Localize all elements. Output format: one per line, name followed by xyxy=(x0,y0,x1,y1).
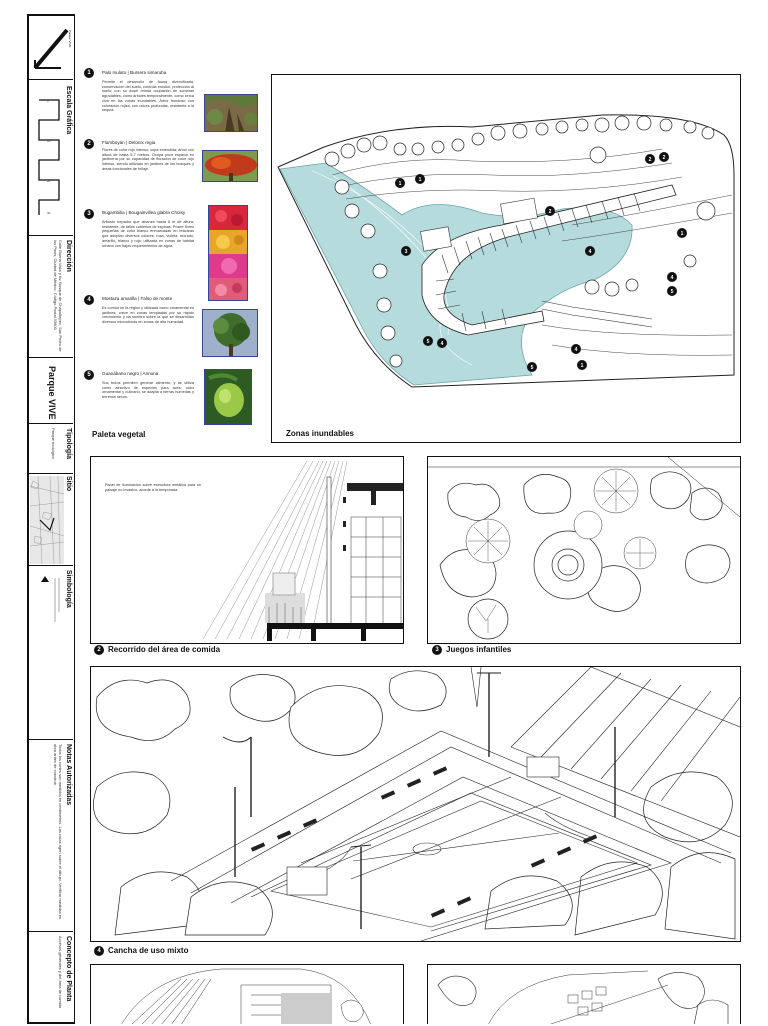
cancha-caption: Cancha de uso mixto xyxy=(108,946,189,955)
guanabano-photo xyxy=(204,369,252,425)
zone-marker-label: 2 xyxy=(662,154,666,161)
juegos-caption: Juegos infantiles xyxy=(446,645,512,654)
escala-cell xyxy=(29,80,73,236)
bottom-right-frame xyxy=(427,964,741,1024)
notas-label: Notas Autorizadas xyxy=(65,744,72,806)
escala-label: Escala Gráfica xyxy=(65,86,72,135)
svg-text:Parque VIVE: Parque VIVE xyxy=(68,30,72,48)
concepto-text: Accesos generales y del área de comida xyxy=(58,936,63,1009)
cancha-frame xyxy=(90,666,741,942)
mostaza-photo xyxy=(202,309,258,357)
svg-text:10: 10 xyxy=(47,139,51,143)
palette-marker: 3 xyxy=(84,209,94,219)
direccion-cell xyxy=(29,236,73,358)
recorrido-note: Panel de iluminación sobre estructura metálica para un paisaje no invasivo, acorde a la temporada. xyxy=(105,483,201,492)
zone-marker-label: 4 xyxy=(588,248,592,255)
palo-mulato-photo xyxy=(204,94,258,132)
project-title-cell xyxy=(29,358,73,424)
palette-item-desc: Arbusto trepador que alcanza hasta 8 m de altura; resistente, de tallos cubiertos de espinas. Posee flores pequeñas de color blanco enmarcadas en brácteas que adoptan diversos colores: rosa, violeta, morado, amarillo, blanco y rojo; utilizada en zonas de hábitat urbano con bajos requerimientos de agua. xyxy=(102,220,194,248)
zone-marker-label: 1 xyxy=(580,362,584,369)
notas-cell xyxy=(29,740,73,932)
project-title: Parque VIVE xyxy=(47,366,57,420)
concepto-label: Concepto de Planta xyxy=(65,936,72,1002)
zone-marker-label: 1 xyxy=(680,230,684,237)
juegos-marker: 3 xyxy=(432,645,442,655)
simbologia-cell xyxy=(29,566,73,740)
palette-item-title: Palo mulato | Bursera simaruba xyxy=(102,70,167,75)
site-location-map xyxy=(30,476,64,564)
zone-marker-label: 4 xyxy=(670,274,674,281)
zone-marker-label: 3 xyxy=(404,248,408,255)
zonas-inundables-frame xyxy=(271,74,741,443)
north-arrow-icon xyxy=(33,572,63,632)
juegos-plan-drawing xyxy=(428,457,740,643)
palette-caption: Paleta vegetal xyxy=(92,430,146,439)
zone-marker-label: 2 xyxy=(648,156,652,163)
palette-marker: 1 xyxy=(84,68,94,78)
direccion-text: Calle Buena Vista y Av. Bosque de Chapultepec, San Pedro de los Pinos, Ciudad de México. Código Postal 03800 xyxy=(53,240,63,353)
flamboyan-photo xyxy=(202,150,258,182)
svg-text:0: 0 xyxy=(47,99,49,103)
notas-text: Todos los cortes son medidos en centímetros. Las cotas rigen sobre el dibujo. Verificar medidas en obra antes de construir. xyxy=(53,744,63,921)
zone-marker-label: 5 xyxy=(530,364,534,371)
palette-item-desc: Flores de color rojo intenso; copa extendida; árbol con altura de hasta 5-7 metros. Ocupa poco espacio en jardinería por su capacidad de floración de color rojo intenso, siendo utilizado en jardines de los bosques y áreas funcionales de follaje. xyxy=(102,148,194,171)
zone-marker-label: 1 xyxy=(418,176,422,183)
recorrido-caption: Recorrido del área de comida xyxy=(108,645,221,654)
tipologia-cell xyxy=(29,424,73,474)
palette-item-desc: Sus frutos permiten generar alimento, y se utiliza como atractivo de especies para aves; valor ornamental y culinario; se adapta a tierras húmedas y terrenos secos. xyxy=(102,381,194,400)
zonas-caption: Zonas inundables xyxy=(286,429,355,438)
svg-text:30: 30 xyxy=(47,211,51,215)
zone-marker-label: 5 xyxy=(426,338,430,345)
zone-marker-label: 4 xyxy=(440,340,444,347)
cancha-marker: 4 xyxy=(94,946,104,956)
cancha-axonometric-drawing xyxy=(91,667,740,941)
palette-item-title: Guanábano negro | Annona xyxy=(102,371,159,376)
site-plan-drawing xyxy=(272,75,740,442)
concepto-cell xyxy=(29,932,73,1026)
tipologia-text: Parque ecológico xyxy=(51,428,56,459)
bottom-left-drawing xyxy=(91,965,403,1024)
logo-cell xyxy=(29,16,73,80)
recorrido-frame xyxy=(90,456,404,644)
bottom-left-frame xyxy=(90,964,404,1024)
svg-text:20: 20 xyxy=(47,179,51,183)
zone-marker-label: 1 xyxy=(398,180,402,187)
palette-marker: 4 xyxy=(84,295,94,305)
zone-marker-label: 4 xyxy=(574,346,578,353)
palette-item-title: Mostaza amarilla | Falso de monte xyxy=(102,296,173,301)
recorrido-marker: 2 xyxy=(94,645,104,655)
palette-marker: 5 xyxy=(84,370,94,380)
zone-marker-label: 2 xyxy=(548,208,552,215)
bottom-right-drawing xyxy=(428,965,740,1024)
direccion-label: Dirección xyxy=(65,240,72,272)
palette-item-desc: Es común en la región y utilizada como ornamental en jardines; crece en zonas templadas por su rápido crecimiento y da sombra sobre la que se desarrollan diversos microclimas en zonas de alta humedad. xyxy=(102,306,194,325)
palette-item-title: Bugambilia | Bougainvillea glabra Choisy xyxy=(102,210,186,215)
palette-panel xyxy=(84,66,264,446)
title-block xyxy=(27,14,75,1024)
palette-item-title: Flamboyán | Delonix regia xyxy=(102,140,156,145)
bugambilia-photos xyxy=(208,205,248,301)
vive-logo xyxy=(29,16,73,78)
juegos-frame xyxy=(427,456,741,644)
sitio-cell xyxy=(29,474,73,566)
simbologia-label: Simbología xyxy=(65,570,72,608)
tipologia-label: Tipología xyxy=(65,428,72,459)
palette-marker: 2 xyxy=(84,139,94,149)
palette-item-desc: Permite el desarrollo de fauna diversificada, conservación del suelo, controla erosión, protección al suelo; con su dosel brinda ocupación de sombras agradables, como árboles temporalmente, como cerca viva en las zonas inundables. Árbol frondoso con coloración rojiza, con raíces profundas, resistente a la sequía. xyxy=(102,80,194,113)
zone-marker-label: 5 xyxy=(670,288,674,295)
sitio-label: Sitio xyxy=(65,476,72,492)
